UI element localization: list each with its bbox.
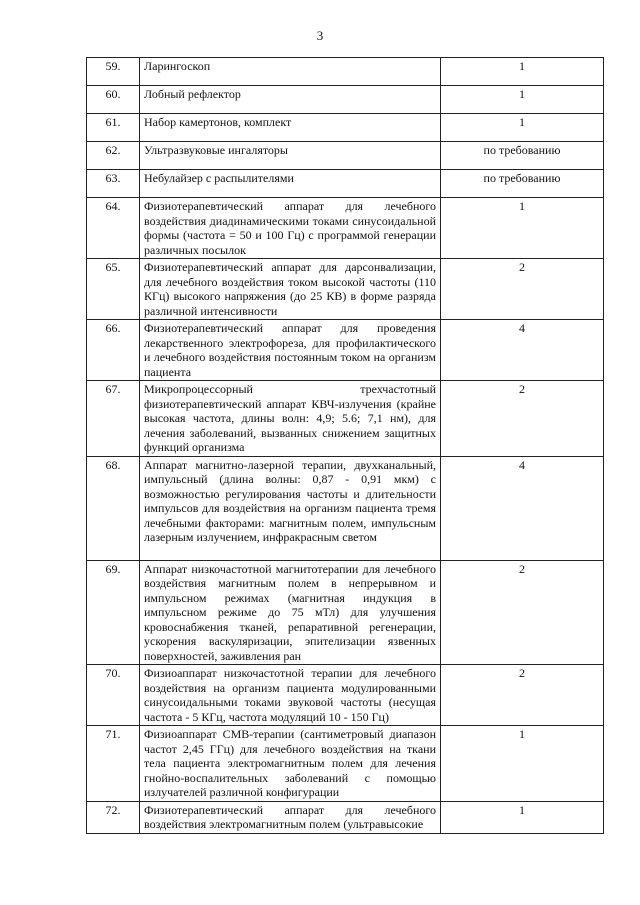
- item-quantity: 4: [441, 320, 604, 381]
- item-name: Небулайзер с распылителями: [140, 170, 441, 198]
- table-row: [87, 86, 604, 114]
- table-row: [87, 170, 604, 198]
- row-number: 70.: [87, 665, 140, 726]
- table-row: [87, 198, 604, 259]
- item-name: Физиотерапевтический аппарат для лечебного воздействия электромагнитным полем (ультравысокие: [140, 801, 441, 833]
- equipment-table: [86, 57, 604, 834]
- row-number: 67.: [87, 381, 140, 457]
- table-row: [87, 665, 604, 726]
- table-row: [87, 114, 604, 142]
- item-quantity: 1: [441, 801, 604, 833]
- item-quantity: 2: [441, 560, 604, 665]
- item-quantity: по требованию: [441, 170, 604, 198]
- item-name: Набор камертонов, комплект: [140, 114, 441, 142]
- row-number: 69.: [87, 560, 140, 665]
- row-number: 68.: [87, 456, 140, 560]
- item-name: Физиотерапевтический аппарат для дарсонвализации, для лечебного воздействия током высокой частоты (110 КГц) высокого напряжения (до 25 КВ) в форме разряда различной интенсивности: [140, 259, 441, 320]
- row-number: 59.: [87, 58, 140, 86]
- item-quantity: 1: [441, 198, 604, 259]
- table-row: [87, 320, 604, 381]
- page-number: 3: [316, 28, 324, 43]
- row-number: 63.: [87, 170, 140, 198]
- row-number: 61.: [87, 114, 140, 142]
- item-quantity: 1: [441, 726, 604, 802]
- row-number: 65.: [87, 259, 140, 320]
- row-number: 66.: [87, 320, 140, 381]
- item-name: Ультразвуковые ингаляторы: [140, 142, 441, 170]
- row-number: 60.: [87, 86, 140, 114]
- item-name: Физиотерапевтический аппарат для лечебного воздействия диадинамическими токами синусоидальной формы (частота = 50 и 100 Гц) с программой генерации различных посылок: [140, 198, 441, 259]
- item-quantity: 1: [441, 114, 604, 142]
- table-row: [87, 58, 604, 86]
- table-row: [87, 726, 604, 802]
- row-number: 72.: [87, 801, 140, 833]
- item-quantity: 2: [441, 665, 604, 726]
- item-name: Аппарат низкочастотной магнитотерапии для лечебного воздействия магнитным полем в непрерывном и импульсном режимах (магнитная индукция в импульсном режиме до 75 мТл) для улучшения кровоснабжения тканей, репаративной регенерации, ускорения васкуляризации, эпителизации язвенных поверхностей, заживления ран: [140, 560, 441, 665]
- item-name: Физиоаппарат СМВ-терапии (сантиметровый диапазон частот 2,45 ГГц) для лечебного воздействия на ткани тела пациента электромагнитным полем для лечения гнойно-воспалительных заболеваний с помощью излучателей различной конфигурации: [140, 726, 441, 802]
- item-quantity: 1: [441, 58, 604, 86]
- row-number: 64.: [87, 198, 140, 259]
- row-number: 71.: [87, 726, 140, 802]
- item-name: Лобный рефлектор: [140, 86, 441, 114]
- table-row: [87, 142, 604, 170]
- item-quantity: 4: [441, 456, 604, 560]
- item-name: Микропроцессорный трехчастотный физиотерапевтический аппарат КВЧ-излучения (крайне высокая частота, длины волн: 4,9; 5.6; 7,1 нм), для лечения заболеваний, вызванных снижением защитных функций организма: [140, 381, 441, 457]
- item-quantity: по требованию: [441, 142, 604, 170]
- table-row: [87, 381, 604, 457]
- item-name: Аппарат магнитно-лазерной терапии, двухканальный, импульсный (длина волны: 0,87 - 0,91 мкм) с возможностью регулирования частоты и длительности импульсов для воздействия на организм пациента тремя лечебными факторами: магнитным полем, импульсным лазерным излучением, инфракрасным светом: [140, 456, 441, 560]
- item-quantity: 2: [441, 259, 604, 320]
- table-row: [87, 801, 604, 833]
- item-quantity: 1: [441, 86, 604, 114]
- item-name: Физиотерапевтический аппарат для проведения лекарственного электрофореза, для профилактического и лечебного воздействия постоянным током на организм пациента: [140, 320, 441, 381]
- table-row: [87, 456, 604, 560]
- item-quantity: 2: [441, 381, 604, 457]
- item-name: Ларингоскоп: [140, 58, 441, 86]
- table-row: [87, 560, 604, 665]
- row-number: 62.: [87, 142, 140, 170]
- table-row: [87, 259, 604, 320]
- item-name: Физиоаппарат низкочастотной терапии для лечебного воздействия на организм пациента модулированными синусоидальными токами звуковой частоты (несущая частота - 5 КГц, частота модуляций 10 - 150 Гц): [140, 665, 441, 726]
